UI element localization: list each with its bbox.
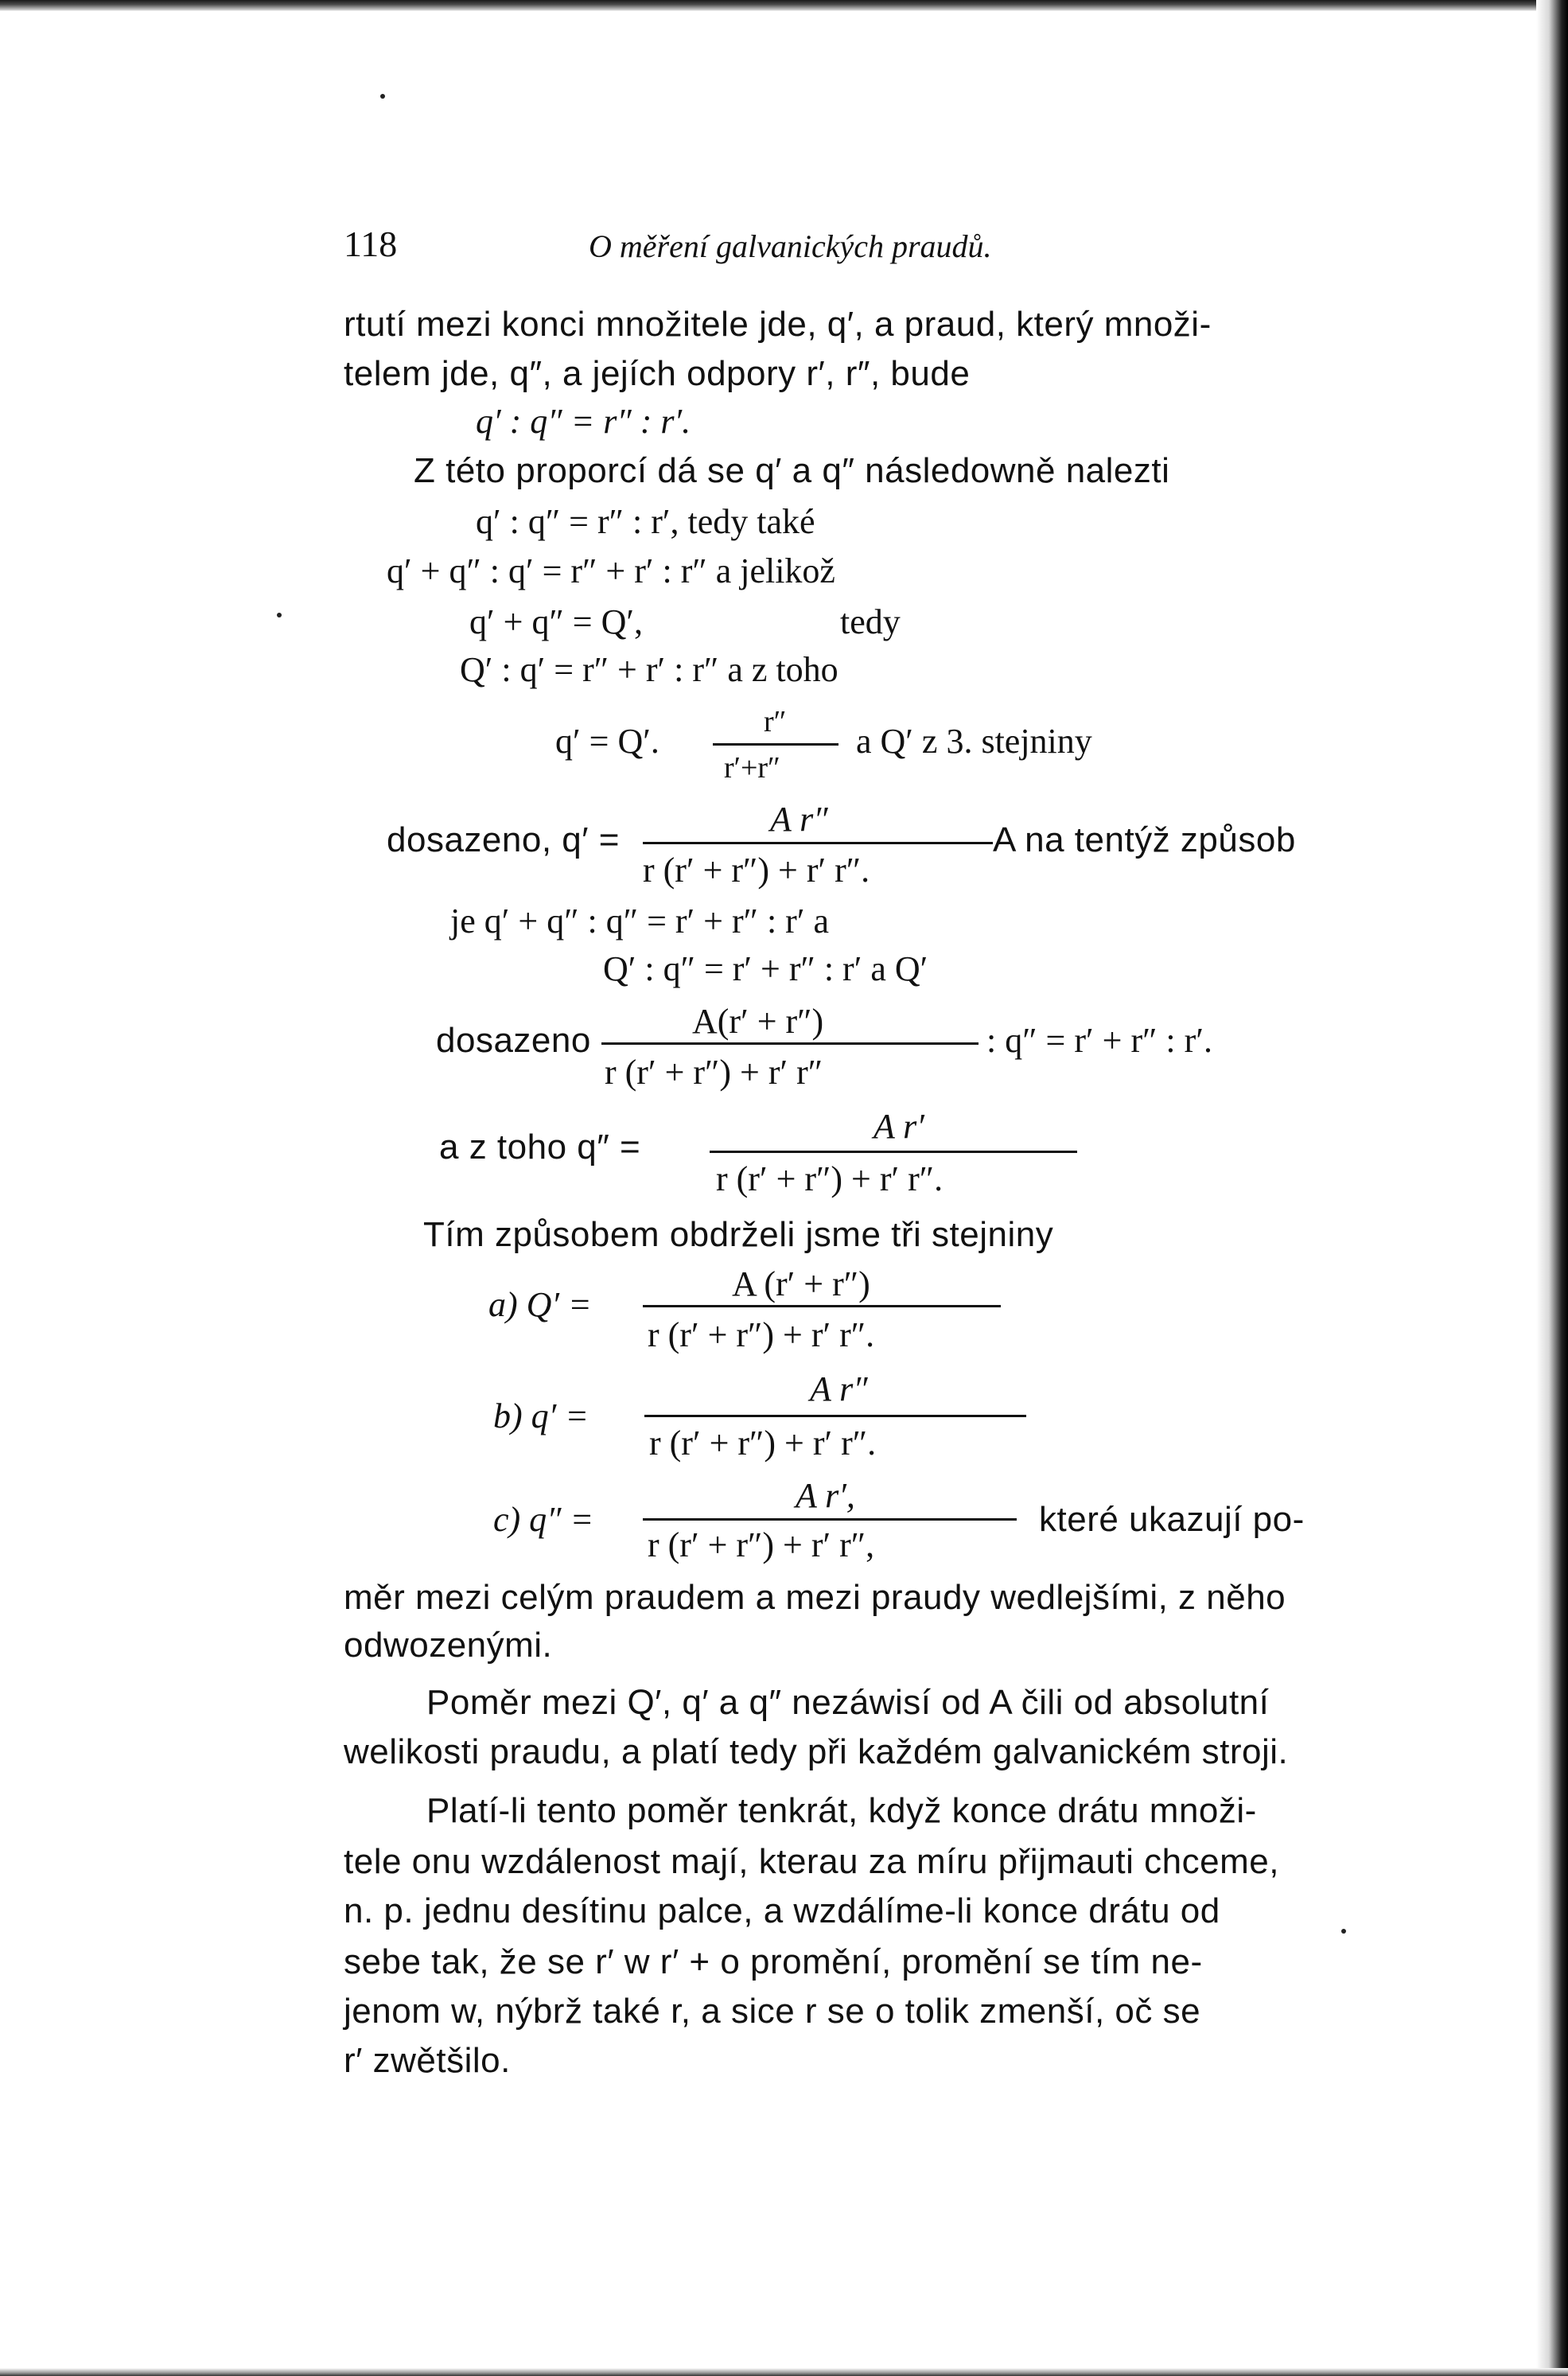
equation: Q′ : q′ = r″ + r′ : r″ a z toho bbox=[460, 650, 838, 689]
text-line: měr mezi celým praudem a mezi praudy wedlejšími, z něho bbox=[344, 1578, 1286, 1617]
fraction-numerator: A r″ bbox=[770, 800, 828, 839]
text-line: které ukazují po- bbox=[1039, 1500, 1305, 1539]
scan-speck bbox=[277, 613, 282, 617]
scan-bottom-edge bbox=[0, 2368, 1568, 2376]
text-line: odwozenými. bbox=[344, 1626, 553, 1665]
equation-label: dosazeno bbox=[436, 1021, 591, 1060]
equation-label: a) Q′ = bbox=[488, 1285, 592, 1324]
scan-speck bbox=[1341, 1929, 1346, 1934]
text-line: n. p. jednu desítinu palce, a wzdálíme-li konce drátu od bbox=[344, 1891, 1220, 1930]
fraction-denominator: r (r′ + r″) + r′ r″ bbox=[605, 1053, 823, 1092]
equation: q′ : q″ = r″ : r′. bbox=[476, 402, 691, 441]
text-line: jenom w, nýbrž také r, a sice r se o tolik zmenší, oč se bbox=[344, 1992, 1201, 2031]
text-line: telem jde, q″, a jejích odpory r′, r″, bude bbox=[344, 354, 971, 393]
equation-label: c) q″ = bbox=[493, 1500, 594, 1539]
text-line: rtutí mezi konci množitele jde, q′, a praud, který množi- bbox=[344, 305, 1212, 344]
fraction-bar bbox=[713, 743, 838, 746]
equation-label: b) q′ = bbox=[493, 1396, 589, 1435]
fraction-denominator: r (r′ + r″) + r′ r″. bbox=[643, 851, 870, 890]
page-number: 118 bbox=[344, 224, 398, 264]
equation: : q″ = r′ + r″ : r′. bbox=[986, 1021, 1212, 1060]
equation: q′ = Q′. bbox=[555, 722, 659, 761]
fraction-denominator: r (r′ + r″) + r′ r″, bbox=[648, 1525, 875, 1564]
equation: je q′ + q″ : q″ = r′ + r″ : r′ a bbox=[450, 902, 829, 941]
text-line: welikosti praudu, a platí tedy při každém galvanickém stroji. bbox=[344, 1732, 1289, 1771]
equation-label: a z toho q″ = bbox=[439, 1128, 641, 1167]
equation: q′ + q″ : q′ = r″ + r′ : r″ a jelikož bbox=[387, 551, 835, 590]
text-line: r′ zwětšilo. bbox=[344, 2041, 511, 2080]
fraction-denominator: r′+r″ bbox=[724, 751, 780, 785]
scan-top-edge bbox=[0, 0, 1568, 11]
text-line: Platí-li tento poměr tenkrát, když konce drátu množi- bbox=[426, 1791, 1257, 1830]
fraction-bar bbox=[710, 1151, 1077, 1153]
text-line: Z této proporcí dá se q′ a q″ následowně nalezti bbox=[414, 451, 1170, 490]
running-title: O měření galvanických praudů. bbox=[589, 228, 992, 264]
fraction-bar bbox=[644, 1415, 1026, 1417]
fraction-numerator: r″ bbox=[764, 705, 787, 738]
fraction-denominator: r (r′ + r″) + r′ r″. bbox=[648, 1315, 875, 1354]
equation: Q′ : q″ = r′ + r″ : r′ a Q′ bbox=[603, 949, 928, 988]
equation-word: tedy bbox=[840, 602, 901, 641]
text-line: tele onu wzdálenost mají, kterau za míru přijmauti chceme, bbox=[344, 1842, 1279, 1881]
fraction-bar bbox=[643, 842, 993, 844]
scan-right-edge bbox=[1536, 0, 1568, 2376]
text-line: sebe tak, že se r′ w r′ + o promění, promění se tím ne- bbox=[344, 1942, 1203, 1981]
fraction-numerator: A (r′ + r″) bbox=[732, 1264, 870, 1303]
fraction-denominator: r (r′ + r″) + r′ r″. bbox=[716, 1159, 944, 1198]
equation: q′ : q″ = r″ : r′, tedy také bbox=[476, 502, 815, 541]
text-line: Tím způsobem obdrželi jsme tři stejniny bbox=[423, 1215, 1054, 1254]
fraction-numerator: A(r′ + r″) bbox=[692, 1002, 824, 1041]
equation: q′ + q″ = Q′, bbox=[469, 602, 643, 641]
fraction-bar bbox=[643, 1305, 1001, 1307]
fraction-bar bbox=[643, 1518, 1017, 1521]
fraction-denominator: r (r′ + r″) + r′ r″. bbox=[649, 1424, 877, 1463]
scan-speck bbox=[380, 94, 385, 99]
equation-label: dosazeno, q′ = bbox=[387, 820, 620, 859]
fraction-numerator: A r′ bbox=[873, 1107, 924, 1146]
text-line: A na tentýž způsob bbox=[993, 820, 1296, 859]
fraction-numerator: A r″ bbox=[810, 1369, 868, 1408]
text-line: Poměr mezi Q′, q′ a q″ nezáwisí od A čili od absolutní bbox=[426, 1683, 1270, 1722]
fraction-numerator: A r′, bbox=[796, 1476, 855, 1515]
equation-word: a Q′ z 3. stejniny bbox=[856, 722, 1092, 761]
fraction-bar bbox=[601, 1042, 979, 1045]
